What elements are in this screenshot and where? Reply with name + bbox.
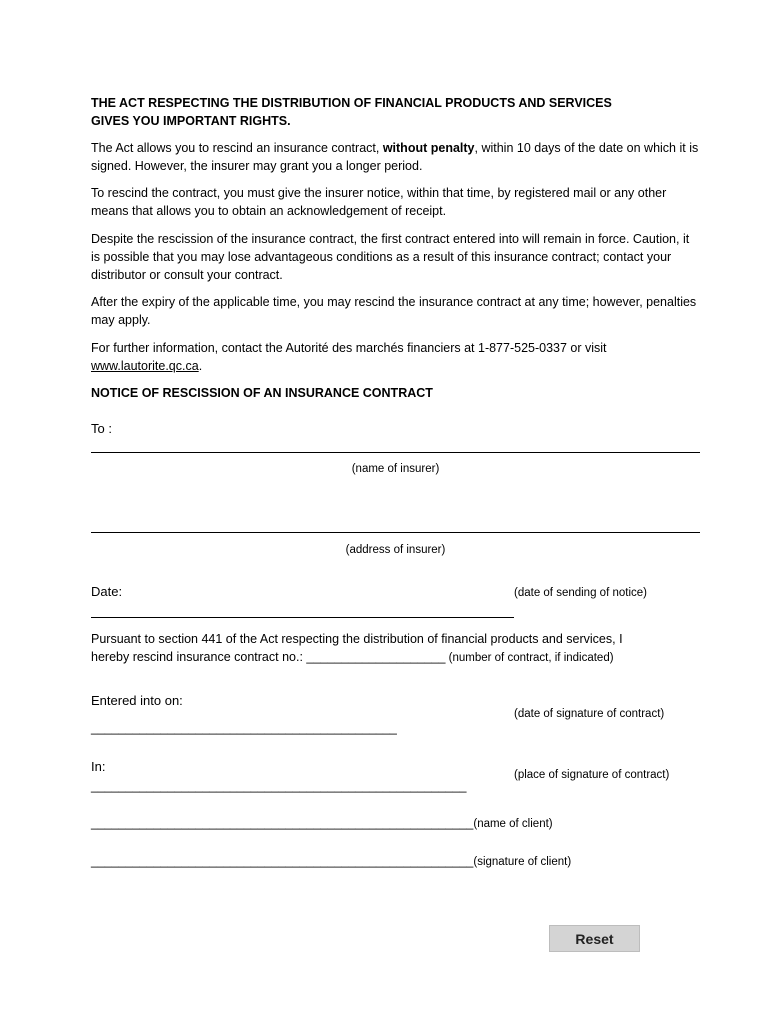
rights-heading-line1: THE ACT RESPECTING THE DISTRIBUTION OF FINANCIAL PRODUCTS AND SERVICES — [91, 96, 612, 110]
in-label: In: — [91, 759, 106, 774]
client-signature-field[interactable]: _______________________________________________________ — [91, 854, 474, 868]
entered-into-caption: (date of signature of contract) — [514, 708, 665, 720]
client-name-caption: (name of client) — [473, 818, 553, 830]
date-label: Date: — [91, 584, 123, 599]
pursuant-line2-text: hereby rescind insurance contract no.: — [91, 650, 307, 664]
paragraph-after-expiry: After the expiry of the applicable time, you may rescind the insurance contract at any time; however, penalties may apply. — [91, 295, 697, 327]
paragraph-further-info — [91, 339, 701, 375]
paragraph-notice-method: To rescind the contract, you must give the insurer notice, within that time, by registered mail or any other means that allows you to obtain an acknowledgement of receipt. — [91, 186, 667, 218]
client-signature-caption: (signature of client) — [473, 856, 572, 868]
rights-heading — [91, 94, 691, 130]
to-label: To : — [91, 421, 112, 436]
place-field[interactable]: ______________________________________________________ — [91, 779, 467, 793]
client-signature-row — [91, 852, 571, 870]
contract-number-caption: (number of contract, if indicated) — [445, 652, 614, 664]
p1-text-start: The Act allows you to rescind an insurance contract, — [91, 141, 383, 155]
pursuant-line2 — [91, 648, 731, 666]
insurer-address-caption: (address of insurer) — [345, 544, 446, 556]
client-name-field[interactable]: _______________________________________________________ — [91, 816, 474, 830]
date-field[interactable] — [91, 617, 514, 618]
p5-text: For further information, contact the Autorité des marchés financiers at 1-877-525-0337 or visit — [91, 341, 607, 355]
insurer-name-caption: (name of insurer) — [351, 463, 440, 475]
place-caption: (place of signature of contract) — [514, 769, 670, 781]
entered-into-label: Entered into on: — [91, 693, 183, 708]
paragraph-first-contract: Despite the rescission of the insurance contract, the first contract entered into will remain in force. Caution, it is possible that you may lose advantageous conditions as a result of this insurance contract; contact your distributor or consult your contract. — [91, 232, 690, 282]
amf-website-link[interactable]: www.lautorite.qc.ca — [91, 359, 199, 373]
client-name-row — [91, 814, 553, 832]
rights-heading-line2: GIVES YOU IMPORTANT RIGHTS. — [91, 114, 291, 128]
p5-period: . — [198, 359, 203, 373]
entered-into-field[interactable]: ____________________________________________ — [91, 721, 397, 735]
insurer-address-field[interactable] — [91, 532, 700, 533]
p1-bold-text: without penalty — [382, 141, 475, 155]
p1-text-end: , within 10 days of the date on which it is signed. However, the insurer may grant you a longer period. — [91, 141, 699, 173]
reset-button[interactable]: Reset — [549, 925, 640, 952]
pursuant-line1: Pursuant to section 441 of the Act respecting the distribution of financial products and services, I — [91, 632, 623, 646]
contract-number-field[interactable]: ____________________ — [306, 650, 446, 664]
insurer-name-field[interactable] — [91, 452, 700, 453]
notice-title: NOTICE OF RESCISSION OF AN INSURANCE CONTRACT — [91, 386, 433, 400]
paragraph-rescind-period — [91, 139, 701, 175]
date-caption: (date of sending of notice) — [514, 587, 647, 599]
